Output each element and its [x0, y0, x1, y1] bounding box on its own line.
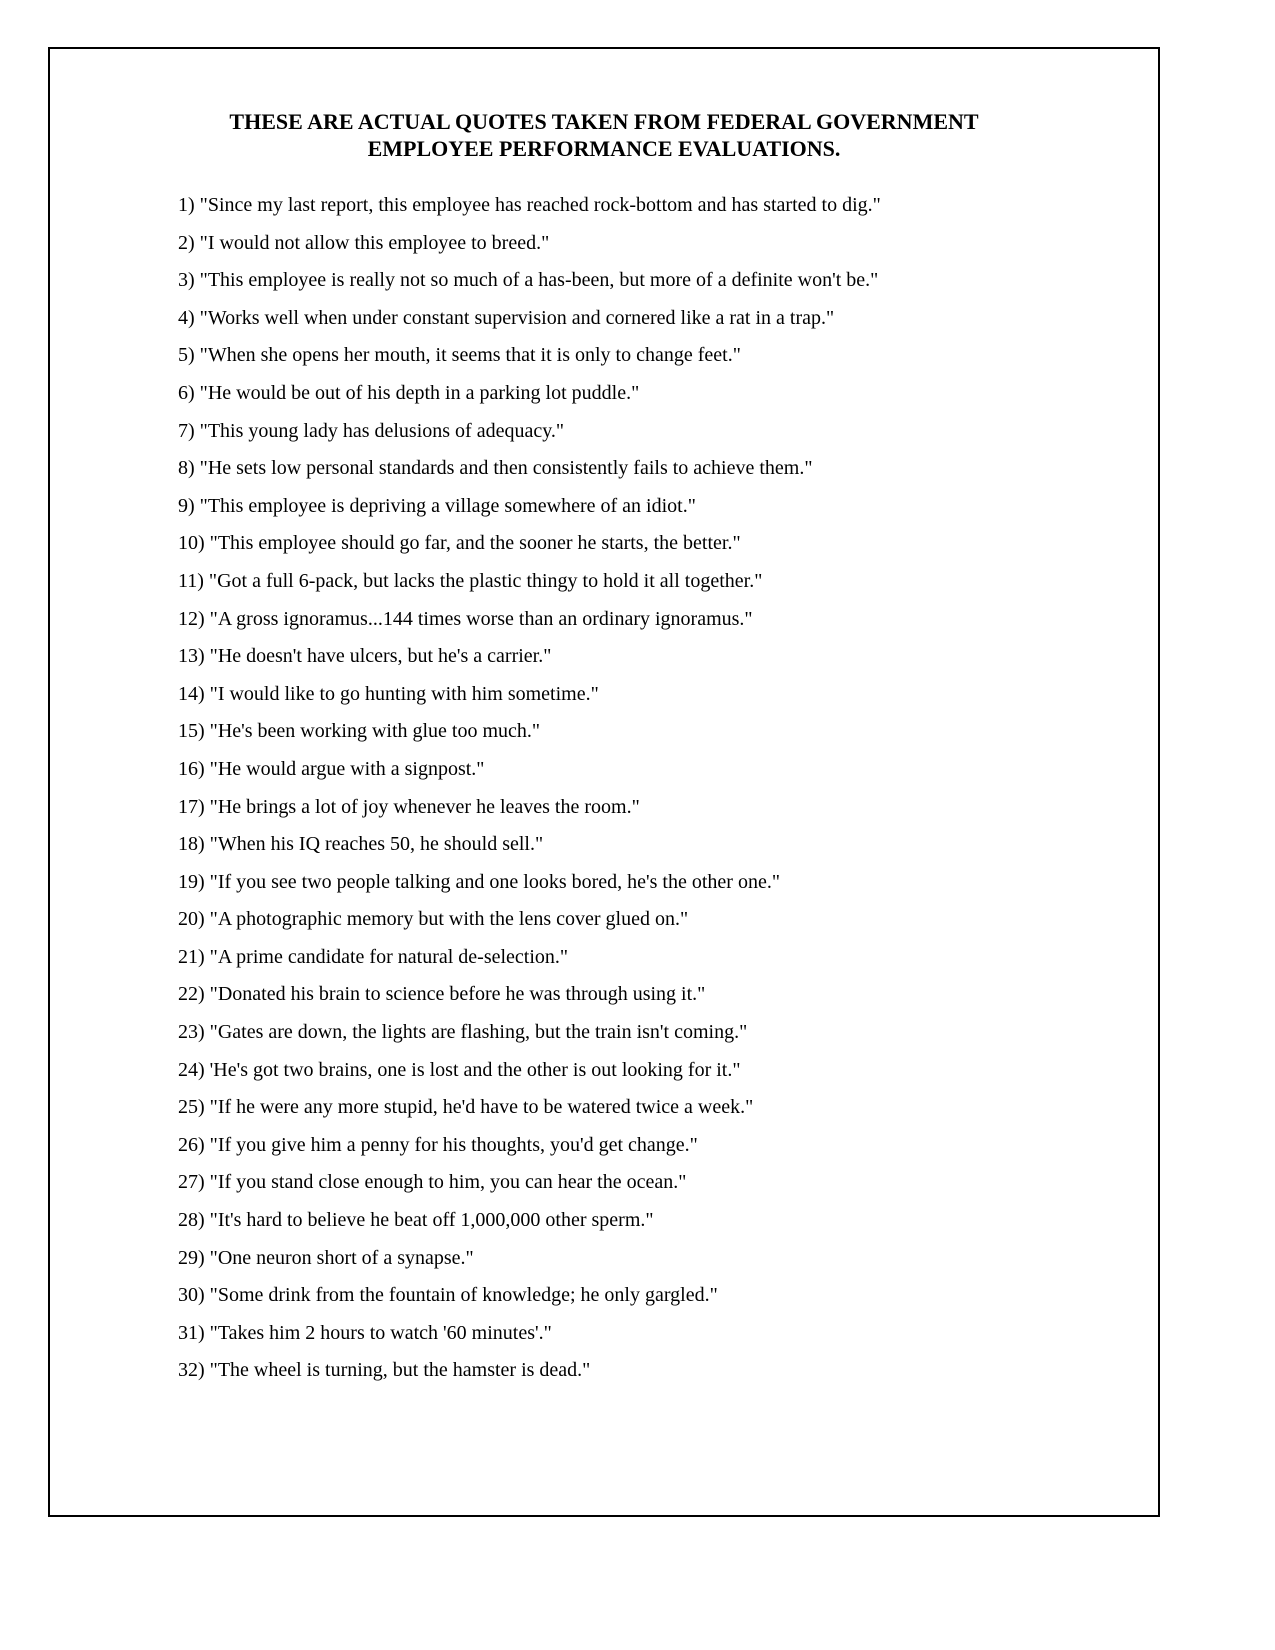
- quote-item: 11) "Got a full 6-pack, but lacks the plastic thingy to hold it all together.": [178, 569, 763, 592]
- title-line-2: EMPLOYEE PERFORMANCE EVALUATIONS.: [367, 136, 841, 161]
- quote-item: 25) "If he were any more stupid, he'd have to be watered twice a week.": [178, 1096, 754, 1119]
- quote-item: 23) "Gates are down, the lights are flashing, but the train isn't coming.": [178, 1021, 748, 1044]
- quote-item: 10) "This employee should go far, and the sooner he starts, the better.": [178, 532, 741, 555]
- quote-item: 21) "A prime candidate for natural de-selection.": [178, 945, 569, 968]
- quote-item: 6) "He would be out of his depth in a parking lot puddle.": [178, 381, 640, 404]
- quote-item: 9) "This employee is depriving a village somewhere of an idiot.": [178, 494, 696, 517]
- quote-item: 17) "He brings a lot of joy whenever he leaves the room.": [178, 795, 640, 818]
- quote-item: 8) "He sets low personal standards and then consistently fails to achieve them.": [178, 457, 813, 480]
- quote-item: 29) "One neuron short of a synapse.": [178, 1246, 474, 1269]
- quote-item: 30) "Some drink from the fountain of knowledge; he only gargled.": [178, 1284, 718, 1307]
- quote-item: 2) "I would not allow this employee to breed.": [178, 231, 550, 254]
- quote-list: [178, 187, 881, 1390]
- quote-item: 4) "Works well when under constant supervision and cornered like a rat in a trap.": [178, 306, 835, 329]
- title-line-1: THESE ARE ACTUAL QUOTES TAKEN FROM FEDERAL GOVERNMENT: [229, 109, 979, 134]
- page-title: [48, 108, 1160, 162]
- quote-item: 14) "I would like to go hunting with him sometime.": [178, 682, 599, 705]
- quote-item: 12) "A gross ignoramus...144 times worse than an ordinary ignoramus.": [178, 607, 753, 630]
- quote-item: 18) "When his IQ reaches 50, he should sell.": [178, 833, 544, 856]
- quote-item: 22) "Donated his brain to science before he was through using it.": [178, 983, 706, 1006]
- quote-item: 32) "The wheel is turning, but the hamster is dead.": [178, 1359, 591, 1382]
- quote-item: 28) "It's hard to believe he beat off 1,000,000 other sperm.": [178, 1209, 654, 1232]
- quote-item: 1) "Since my last report, this employee has reached rock-bottom and has started to dig.": [178, 194, 881, 216]
- quote-item: 19) "If you see two people talking and one looks bored, he's the other one.": [178, 870, 781, 893]
- quote-item: 31) "Takes him 2 hours to watch '60 minutes'.": [178, 1321, 552, 1344]
- quote-item: 5) "When she opens her mouth, it seems that it is only to change feet.": [178, 344, 741, 367]
- quote-item: 24) 'He's got two brains, one is lost and the other is out looking for it.": [178, 1058, 741, 1081]
- quote-item: 26) "If you give him a penny for his thoughts, you'd get change.": [178, 1133, 698, 1156]
- quote-item: 15) "He's been working with glue too much.": [178, 720, 541, 743]
- quote-item: 27) "If you stand close enough to him, you can hear the ocean.": [178, 1171, 687, 1194]
- quote-item: 13) "He doesn't have ulcers, but he's a carrier.": [178, 645, 552, 668]
- quote-item: 7) "This young lady has delusions of adequacy.": [178, 419, 565, 442]
- quote-item: 3) "This employee is really not so much of a has-been, but more of a definite won't be.": [178, 269, 879, 292]
- quote-item: 16) "He would argue with a signpost.": [178, 757, 485, 780]
- quote-item: 20) "A photographic memory but with the lens cover glued on.": [178, 908, 689, 931]
